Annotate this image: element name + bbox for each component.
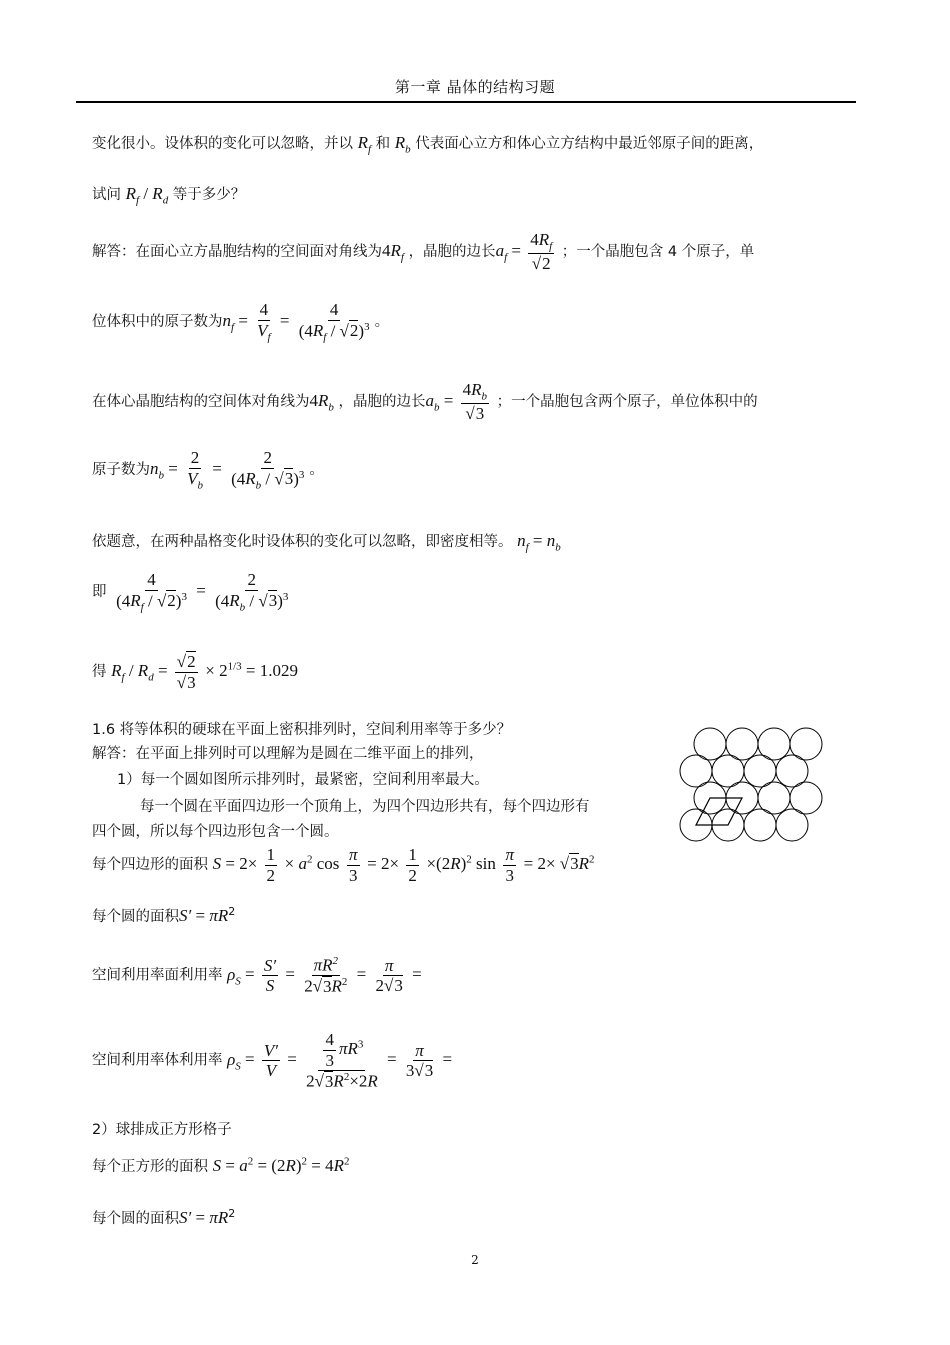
- paragraph-line: 即 $\frac{4}{(4R_f / √2)^3}$ = $\frac{2}{(4R_b / √3)^3}$: [92, 570, 289, 614]
- paragraph-line: 变化很小。设体积的变化可以忽略，并以 $R_f$ 和 $R_b$ 代表面心立方和体心立方结构中最近邻原子间的距离，: [92, 133, 764, 156]
- paragraph-line: 每个圆的面积$S' = \pi R^2$: [92, 905, 236, 925]
- paragraph-line: 原子数为$n_b$ = $\frac{2}{V_b}$ = $\frac{2}{(4R_b / √3)^3}$ 。: [92, 448, 324, 492]
- page-header: 第一章 晶体的结构习题: [394, 78, 556, 96]
- paragraph-line: 1）每一个圆如图所示排列时，最紧密，空间利用率最大。: [117, 772, 489, 788]
- header-rule: [76, 101, 856, 103]
- paragraph-line: 依题意，在两种晶格变化时设体积的变化可以忽略，即密度相等。 $n_f = n_b$: [92, 531, 561, 554]
- paragraph-line: 在体心晶胞结构的空间体对角线为$4R_b$ ，晶胞的边长$a_b$ = $\frac{4R_b}{√3}$ ；一个晶胞包含两个原子，单位体积中的: [92, 380, 758, 424]
- page-number: 2: [471, 1253, 479, 1267]
- paragraph-line: 解答：在平面上排列时可以理解为是圆在二维平面上的排列，: [92, 746, 484, 762]
- paragraph-line: 每个正方形的面积 $S = a^2 = (2R)^2 = 4R^2$: [92, 1155, 350, 1175]
- paragraph-line: 空间利用率体利用率 $\rho_S$ = $\frac{V'}{V}$ = $\frac{4}{3}$ $\pi R^3$ $2√3R^2\times 2R$ = $\frac{\pi}{3√3}$ =: [92, 1030, 453, 1091]
- paragraph-line: 每个圆的面积$S' = \pi R^2$: [92, 1207, 236, 1227]
- paragraph-line: 2）球排成正方形格子: [92, 1122, 232, 1138]
- paragraph-line: 每一个圆在平面四边形一个顶角上，为四个四边形共有，每个四边形有: [140, 799, 590, 815]
- paragraph-line: 空间利用率面利用率 $\rho_S$ = $\frac{S'}{S}$ = $\frac{\pi R^2}{2√3R^2}$ = $\frac{\pi}{2√3}$ =: [92, 955, 422, 996]
- paragraph-line: 每个四边形的面积 S = 2× $\frac{1}{2}$ × $a^2$ cos $\frac{\pi}{3}$ = 2× $\frac{1}{2}$ $\times(2R)^2$ sin $\frac{\pi}{3}$ = $2\times √3R^2$: [92, 845, 595, 885]
- paragraph-line: 解答：在面心立方晶胞结构的空间面对角线为$4R_f$ ，晶胞的边长$a_f$ = $\frac{4R_f}{√2}$ ；一个晶胞包含 4 个原子，单: [92, 230, 755, 274]
- question-heading: 1.6 将等体积的硬球在平面上密积排列时，空间利用率等于多少？: [92, 722, 512, 738]
- paragraph-line: 位体积中的原子数为$n_f$ = $\frac{4}{V_f}$ = $\frac{4}{(4R_f / √2)^3}$ 。: [92, 300, 390, 344]
- paragraph-line: 四个圆，所以每个四边形包含一个圆。: [92, 824, 339, 840]
- paragraph-line: 得 $R_f / R_d$ = $\frac{√2}{√3}$ × $2^{1/3} = 1.029$: [92, 652, 298, 692]
- packed-circles-figure: [674, 727, 834, 845]
- paragraph-line: 试问 $R_f / R_d$ 等于多少？: [92, 184, 246, 207]
